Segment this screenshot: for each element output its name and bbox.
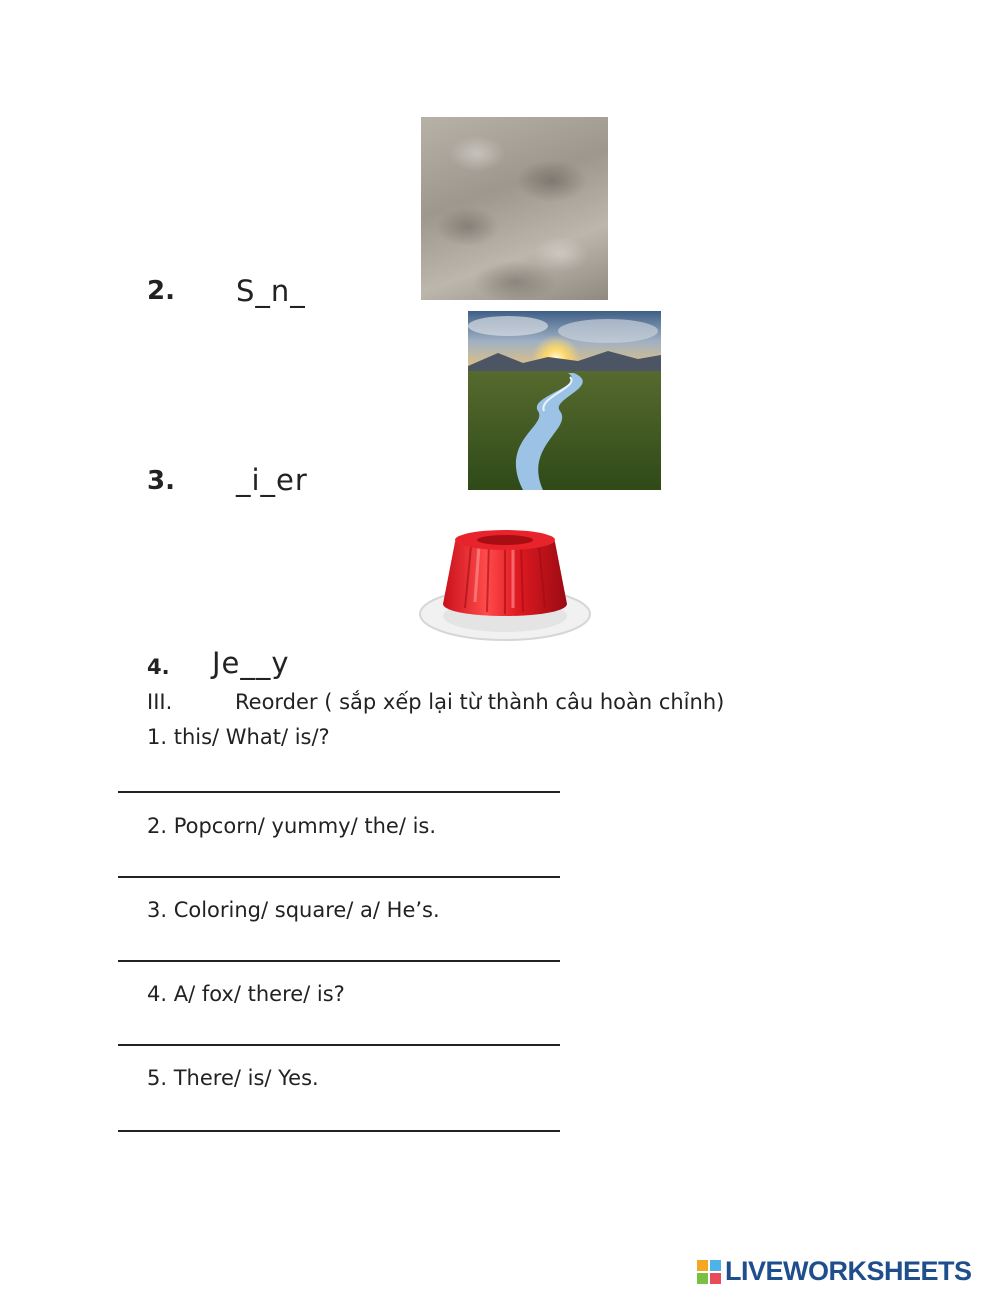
question-4: 4. A/ fox/ there/ is? <box>147 982 345 1006</box>
question-5: 5. There/ is/ Yes. <box>147 1066 319 1090</box>
logo-text: LIVEWORKSHEETS <box>725 1256 972 1286</box>
item-number: 2. <box>147 276 175 306</box>
item-number: 3. <box>147 466 175 496</box>
question-1: 1. this/ What/ is/? <box>147 725 330 749</box>
item-word: S_n_ <box>236 274 306 308</box>
section-title: Reorder ( sắp xếp lại từ thành câu hoàn chỉnh) <box>235 690 725 714</box>
sand-picture <box>421 117 608 300</box>
answer-line[interactable] <box>118 960 560 962</box>
answer-line[interactable] <box>118 791 560 793</box>
answer-line[interactable] <box>118 876 560 878</box>
river-picture <box>468 311 661 490</box>
question-2: 2. Popcorn/ yummy/ the/ is. <box>147 814 437 838</box>
jelly-picture <box>405 512 605 647</box>
logo-blocks-icon <box>697 1260 721 1284</box>
liveworksheets-logo <box>697 1256 995 1286</box>
answer-line[interactable] <box>118 1130 560 1132</box>
question-3: 3. Coloring/ square/ a/ He’s. <box>147 898 440 922</box>
section-numeral: III. <box>147 690 173 714</box>
item-word: Je__y <box>212 646 290 680</box>
item-number: 4. <box>147 655 170 679</box>
item-word: _i_er <box>236 463 308 497</box>
answer-line[interactable] <box>118 1044 560 1046</box>
